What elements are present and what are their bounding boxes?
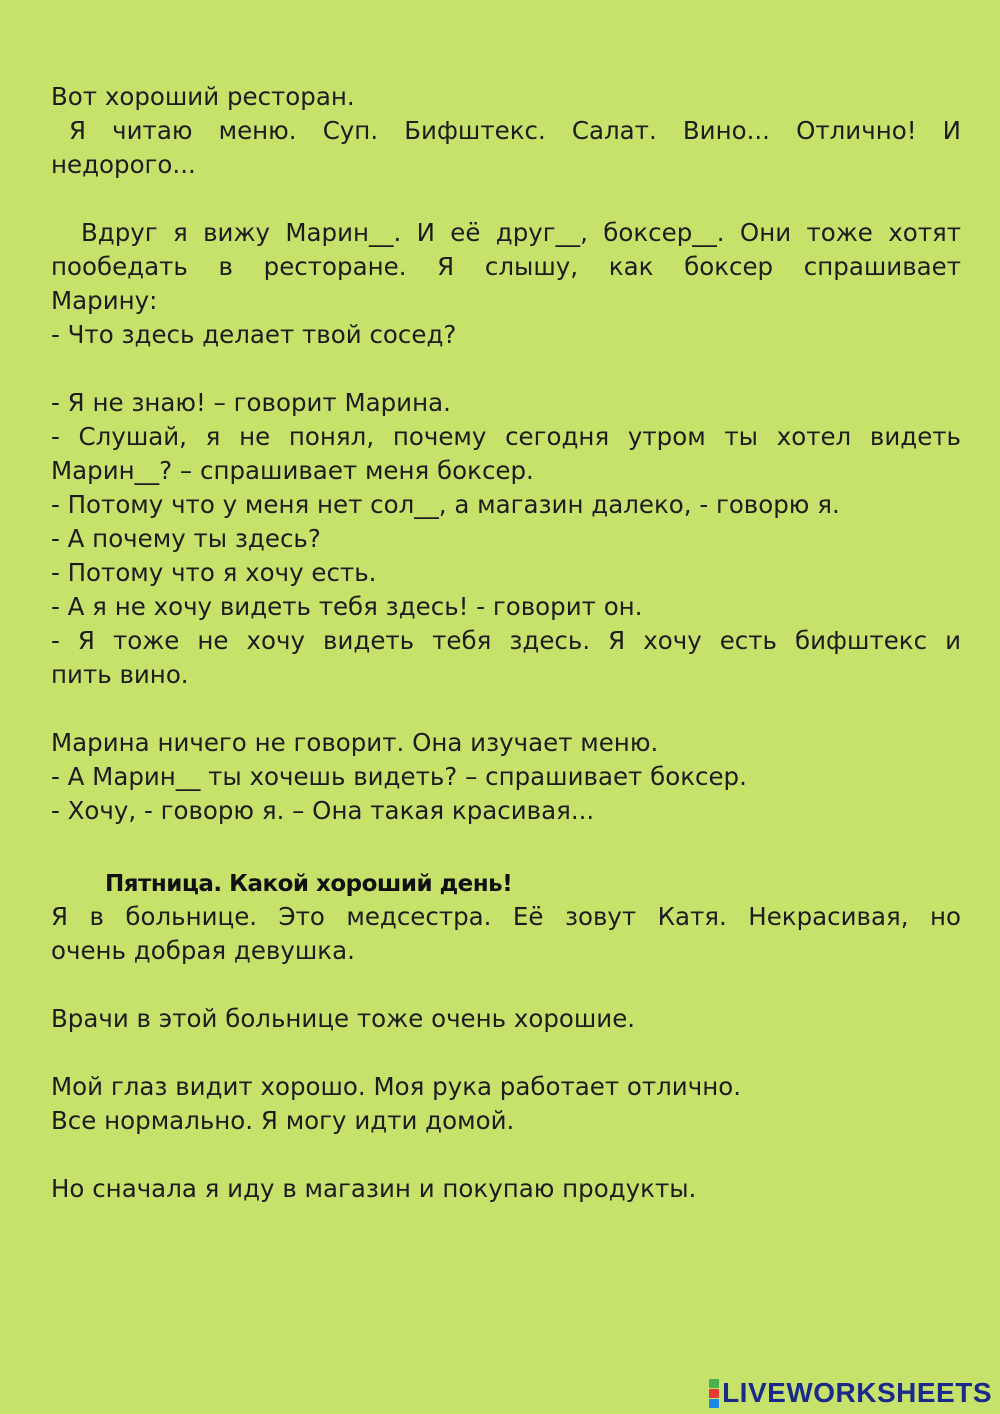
text-line: - А Марин__ ты хочешь видеть? – спрашивает боксер. <box>51 762 747 791</box>
paragraph-shopping <box>51 1172 961 1206</box>
text-line: - Слушай, я не понял, почему сегодня утром ты хотел видеть <box>51 422 961 451</box>
text-line: Вот хороший ресторан. <box>51 82 355 111</box>
text-line: - Потому что я хочу есть. <box>51 558 377 587</box>
text-line: Мой глаз видит хорошо. Моя рука работает отлично. <box>51 1072 741 1101</box>
text-line: - А почему ты здесь? <box>51 524 321 553</box>
text-line: - Я не знаю! – говорит Марина. <box>51 388 451 417</box>
paragraph-dialogue <box>51 386 961 692</box>
text-line: Вдруг я вижу Марин__. И её друг__, боксер__. Они тоже хотят <box>81 218 961 247</box>
text-line: очень добрая девушка. <box>51 936 355 965</box>
text-line: Марина ничего не говорит. Она изучает меню. <box>51 728 659 757</box>
paragraph-marina-arrives <box>51 216 961 352</box>
text-line: - Хочу, - говорю я. – Она такая красивая... <box>51 796 595 825</box>
liveworksheets-logo <box>709 1378 992 1408</box>
text-line: - Потому что у меня нет сол__, а магазин далеко, - говорю я. <box>51 490 840 519</box>
text-line: - Что здесь делает твой сосед? <box>51 320 457 349</box>
worksheet-page <box>51 80 961 1240</box>
paragraph-hospital <box>51 900 961 968</box>
logo-mark-square <box>709 1389 719 1398</box>
paragraph-recovery <box>51 1070 961 1138</box>
text-line: Я в больнице. Это медсестра. Её зовут Катя. Некрасивая, но <box>51 902 961 931</box>
logo-mark-square <box>709 1379 719 1388</box>
logo-mark-icon <box>709 1379 719 1408</box>
section-heading-friday: Пятница. Какой хороший день! <box>105 871 513 897</box>
logo-wordmark: LIVEWORKSHEETS <box>722 1377 992 1408</box>
text-line: Все нормально. Я могу идти домой. <box>51 1106 515 1135</box>
text-line: пообедать в ресторане. Я слышу, как боксер спрашивает <box>51 252 961 281</box>
text-line: - Я тоже не хочу видеть тебя здесь. Я хочу есть бифштекс и <box>51 626 961 655</box>
paragraph-restaurant-intro <box>51 80 961 182</box>
text-line: - А я не хочу видеть тебя здесь! - говорит он. <box>51 592 643 621</box>
text-line: Марину: <box>51 286 158 315</box>
logo-mark-square <box>709 1399 719 1408</box>
text-line: Но сначала я иду в магазин и покупаю продукты. <box>51 1174 697 1203</box>
paragraph-doctors <box>51 1002 961 1036</box>
text-line: Врачи в этой больнице тоже очень хорошие. <box>51 1004 636 1033</box>
text-line: Марин__? – спрашивает меня боксер. <box>51 456 534 485</box>
text-line: Я читаю меню. Суп. Бифштекс. Салат. Вино... Отлично! И <box>69 116 961 145</box>
paragraph-marina-menu <box>51 726 961 828</box>
text-line: недорого... <box>51 150 196 179</box>
text-line: пить вино. <box>51 660 189 689</box>
